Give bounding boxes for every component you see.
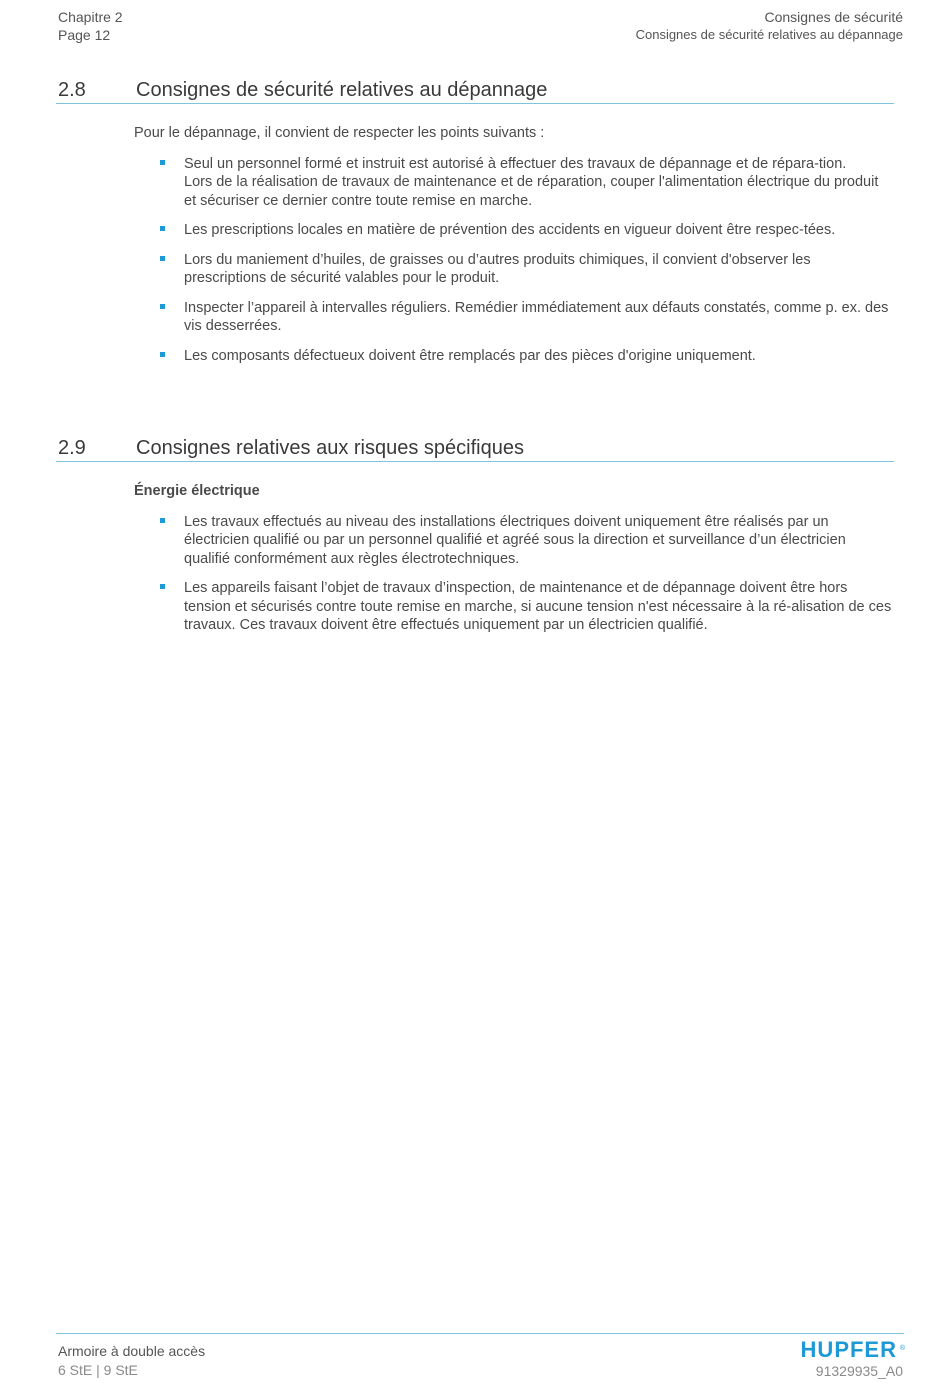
section-body [134,124,894,365]
section-title: Consignes relatives aux risques spécifiques [136,437,524,459]
bullet-square-icon [160,352,165,357]
bullet-square-icon [160,304,165,309]
header-subsection-title: Consignes de sécurité relatives au dépannage [635,27,903,42]
bullet-list [134,155,894,366]
page-header-right [636,8,903,44]
header-section-title: Consignes de sécurité [764,9,903,25]
list-item-text-continued: Lors de la réalisation de travaux de maintenance et de réparation, couper l'alimentation électrique du produit et sécuriser ce dernier contre toute remise en marche. [184,174,879,209]
page-header-left [58,8,123,44]
section-2-8 [56,76,894,376]
bullet-square-icon [160,518,165,523]
list-item-text: Les appareils faisant l’objet de travaux d’inspection, de maintenance et de dépannage doivent être hors tension et sécurisés contre toute remise en marche, si aucune tension n'est nécessaire à la ré-alisation de ces travaux. Ces travaux doivent être effectués uniquement par un électricien qualifié. [184,580,892,633]
section-number: 2.9 [58,437,86,459]
bullet-square-icon [160,256,165,261]
product-name: Armoire à double accès [58,1343,206,1359]
list-item-text: Les composants défectueux doivent être remplacés par des pièces d'origine uniquement. [184,347,756,364]
bullet-square-icon [160,226,165,231]
list-item-text: Inspecter l’appareil à intervalles réguliers. Remédier immédiatement aux défauts constatés, comme p. ex. des vis desserrées. [184,299,889,334]
list-item [134,251,894,288]
list-item-text: Les prescriptions locales en matière de prévention des accidents en vigueur doivent être respec-tées. [184,222,836,238]
list-item [134,579,894,635]
bullet-square-icon [160,160,165,165]
chapter-label: Chapitre 2 [58,9,123,25]
list-item-text: Seul un personnel formé et instruit est autorisé à effectuer des travaux de dépannage et de répara-tion. [184,155,847,172]
section-number: 2.8 [58,79,86,101]
bullet-square-icon [160,584,165,589]
list-item [134,299,894,336]
section-heading [56,434,894,462]
list-item [134,513,894,569]
section-body [134,482,894,635]
section-heading [56,76,894,104]
hupfer-logo [801,1338,903,1362]
list-item [134,347,894,366]
page-footer-right [801,1338,903,1380]
subsection-heading: Énergie électrique [134,483,260,499]
page-footer-left [58,1342,205,1380]
list-item [134,155,894,211]
section-title: Consignes de sécurité relatives au dépannage [136,79,548,101]
registered-mark-icon: ® [899,1345,905,1352]
logo-text: HUPFER [800,1337,897,1362]
list-item-text: Les travaux effectués au niveau des installations électriques doivent uniquement être réalisés par un électricien qualifié ou par un personnel qualifié et agréé sous la direction et surveillance d’un électricien qualifié conformément aux règles électrotechniques. [184,513,846,567]
section-intro: Pour le dépannage, il convient de respecter les points suivants : [134,125,545,141]
document-code: 91329935_A0 [815,1363,903,1379]
section-2-9 [56,434,894,646]
footer-divider [56,1333,904,1334]
list-item-text: Lors du maniement d’huiles, de graisses ou d’autres produits chimiques, il convient d'observer les prescriptions de sécurité valables pour le produit. [184,251,811,286]
bullet-list [134,513,894,635]
page-number: Page 12 [58,27,111,43]
product-variants: 6 StE | 9 StE [58,1362,138,1378]
list-item [134,221,894,240]
